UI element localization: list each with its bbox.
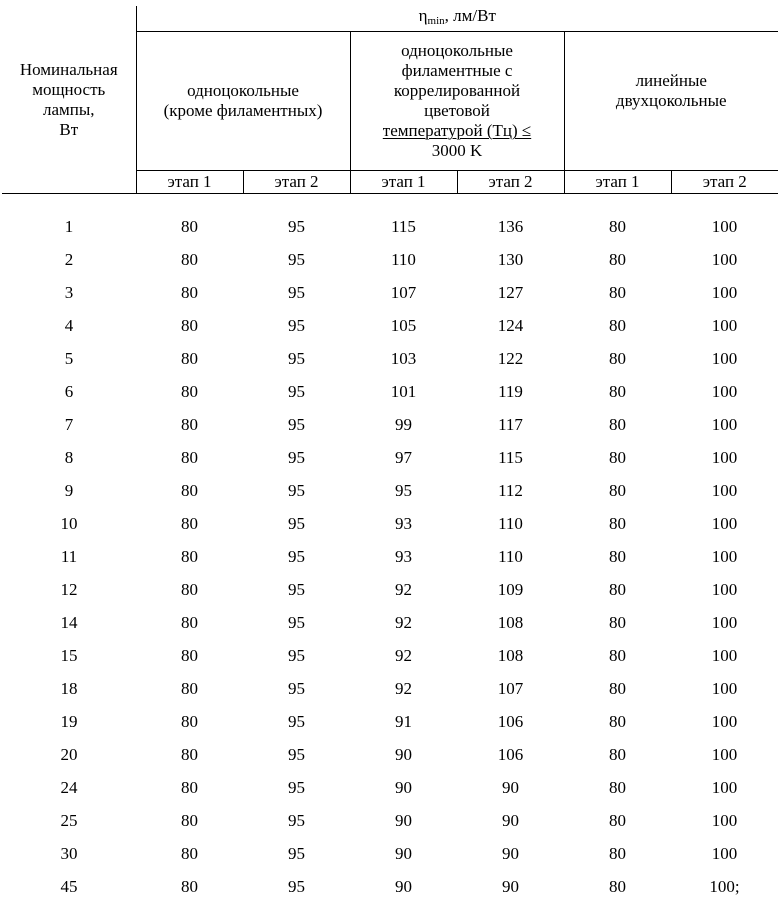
stage-header: этап 2 xyxy=(457,171,564,194)
stage1-linear-cell: 80 xyxy=(609,844,626,863)
stage2-linear-cell: 100 xyxy=(711,547,738,566)
table-row xyxy=(2,507,778,540)
stage1-filament-cell: 90 xyxy=(395,844,412,863)
stage1-filament-cell: 103 xyxy=(390,349,417,368)
stage2-linear-cell: 100 xyxy=(711,844,738,863)
stage2-filament-cell: 108 xyxy=(497,613,524,632)
stage1-filament-cell: 115 xyxy=(391,217,416,236)
stage2-filament-cell: 90 xyxy=(502,844,519,863)
stage1-linear-cell: 80 xyxy=(609,283,626,302)
stage-header: этап 2 xyxy=(243,171,350,194)
stage2-filament-cell: 90 xyxy=(502,877,519,896)
stage1-linear-cell: 80 xyxy=(609,217,626,236)
stage1-linear-cell: 80 xyxy=(609,349,626,368)
stage1-filament-cell: 107 xyxy=(390,283,417,302)
table-row xyxy=(2,243,778,276)
stage2-linear-cell: 100 xyxy=(711,514,738,533)
power-cell: 25 xyxy=(60,811,78,830)
stage1-single-cap-cell: 80 xyxy=(181,514,198,533)
efficiency-table xyxy=(2,6,778,903)
stage2-single-cap-cell: 95 xyxy=(288,316,305,335)
table-row xyxy=(2,672,778,705)
stage1-linear-cell: 80 xyxy=(609,613,626,632)
power-cell: 30 xyxy=(60,844,78,863)
stage1-filament-cell: 95 xyxy=(395,481,412,500)
power-cell: 2 xyxy=(64,250,74,269)
power-cell: 19 xyxy=(60,712,78,731)
stage1-single-cap-cell: 80 xyxy=(181,547,198,566)
stage2-linear-cell: 100; xyxy=(709,877,740,896)
group-single-cap: одноцокольные (кроме филаментных) xyxy=(136,32,350,171)
nominal-power-header xyxy=(2,6,136,194)
stage2-single-cap-cell: 95 xyxy=(288,481,305,500)
stage1-single-cap-cell: 80 xyxy=(181,778,198,797)
stage1-linear-cell: 80 xyxy=(609,679,626,698)
stage1-linear-cell: 80 xyxy=(609,580,626,599)
stage1-linear-cell: 80 xyxy=(609,877,626,896)
stage2-filament-cell: 106 xyxy=(497,745,524,764)
table-row xyxy=(2,573,778,606)
table-row xyxy=(2,408,778,441)
stage2-single-cap-cell: 95 xyxy=(288,877,305,896)
stage2-filament-cell: 127 xyxy=(497,283,524,302)
stage2-single-cap-cell: 95 xyxy=(288,580,305,599)
stage-header: этап 2 xyxy=(671,171,778,194)
stage1-filament-cell: 110 xyxy=(391,250,416,269)
stage2-filament-cell: 90 xyxy=(502,778,519,797)
stage2-linear-cell: 100 xyxy=(711,613,738,632)
table-row xyxy=(2,474,778,507)
stage1-single-cap-cell: 80 xyxy=(181,481,198,500)
stage1-single-cap-cell: 80 xyxy=(181,316,198,335)
stage-header: этап 1 xyxy=(564,171,671,194)
power-cell: 14 xyxy=(60,613,78,632)
stage1-linear-cell: 80 xyxy=(609,712,626,731)
stage2-filament-cell: 90 xyxy=(502,811,519,830)
stage2-filament-cell: 110 xyxy=(498,547,523,566)
power-cell: 15 xyxy=(60,646,78,665)
stage2-filament-cell: 108 xyxy=(497,646,524,665)
group-linear: линейные двухцокольные xyxy=(564,32,778,171)
stage2-single-cap-cell: 95 xyxy=(288,646,305,665)
table-row xyxy=(2,342,778,375)
stage2-filament-cell: 119 xyxy=(498,382,523,401)
stage2-linear-cell: 100 xyxy=(711,448,738,467)
stage2-single-cap-cell: 95 xyxy=(288,415,305,434)
stage2-linear-cell: 100 xyxy=(711,811,738,830)
power-cell: 3 xyxy=(64,283,74,302)
stage2-filament-cell: 112 xyxy=(498,481,523,500)
eta-symbol: η xyxy=(418,6,428,25)
stage2-linear-cell: 100 xyxy=(711,283,738,302)
stage1-single-cap-cell: 80 xyxy=(181,415,198,434)
stage2-filament-cell: 109 xyxy=(497,580,524,599)
stage2-linear-cell: 100 xyxy=(711,679,738,698)
stage1-linear-cell: 80 xyxy=(609,811,626,830)
stage1-single-cap-cell: 80 xyxy=(181,745,198,764)
stage2-linear-cell: 100 xyxy=(711,316,738,335)
table-row xyxy=(2,210,778,243)
stage1-single-cap-cell: 80 xyxy=(181,811,198,830)
stage2-linear-cell: 100 xyxy=(711,217,738,236)
stage2-linear-cell: 100 xyxy=(711,349,738,368)
eta-subscript: min xyxy=(427,15,445,27)
stage1-single-cap-cell: 80 xyxy=(181,646,198,665)
stage1-single-cap-cell: 80 xyxy=(181,679,198,698)
stage1-linear-cell: 80 xyxy=(609,250,626,269)
stage1-filament-cell: 93 xyxy=(395,514,412,533)
table-row xyxy=(2,771,778,804)
table-row xyxy=(2,606,778,639)
stage1-filament-cell: 92 xyxy=(395,580,412,599)
stage1-filament-cell: 101 xyxy=(390,382,417,401)
group-filament: одноцокольные филаментные с коррелированной цветовой температурой (Тц) ≤ 3000 K xyxy=(350,32,564,171)
table-row xyxy=(2,870,778,903)
stage1-linear-cell: 80 xyxy=(609,547,626,566)
stage2-single-cap-cell: 95 xyxy=(288,283,305,302)
stage2-filament-cell: 124 xyxy=(497,316,524,335)
power-cell: 11 xyxy=(60,547,78,566)
stage2-filament-cell: 115 xyxy=(498,448,523,467)
stage1-linear-cell: 80 xyxy=(609,316,626,335)
stage2-filament-cell: 136 xyxy=(497,217,524,236)
stage1-filament-cell: 91 xyxy=(395,712,412,731)
stage2-single-cap-cell: 95 xyxy=(288,613,305,632)
stage1-single-cap-cell: 80 xyxy=(181,877,198,896)
stage1-linear-cell: 80 xyxy=(609,382,626,401)
stage2-single-cap-cell: 95 xyxy=(288,778,305,797)
power-cell: 18 xyxy=(60,679,78,698)
stage1-filament-cell: 92 xyxy=(395,613,412,632)
stage1-filament-cell: 99 xyxy=(395,415,412,434)
stage1-linear-cell: 80 xyxy=(609,481,626,500)
stage2-filament-cell: 122 xyxy=(497,349,524,368)
stage2-single-cap-cell: 95 xyxy=(288,745,305,764)
power-cell: 6 xyxy=(64,382,74,401)
stage2-single-cap-cell: 95 xyxy=(288,514,305,533)
stage2-single-cap-cell: 95 xyxy=(288,547,305,566)
stage1-filament-cell: 93 xyxy=(395,547,412,566)
stage2-single-cap-cell: 95 xyxy=(288,844,305,863)
stage2-linear-cell: 100 xyxy=(711,646,738,665)
power-cell: 20 xyxy=(60,745,78,764)
table-row xyxy=(2,441,778,474)
stage1-filament-cell: 92 xyxy=(395,646,412,665)
power-cell: 1 xyxy=(64,217,74,236)
table-row xyxy=(2,804,778,837)
stage2-single-cap-cell: 95 xyxy=(288,448,305,467)
stage2-linear-cell: 100 xyxy=(711,250,738,269)
stage1-filament-cell: 90 xyxy=(395,811,412,830)
table-row xyxy=(2,738,778,771)
nominal-power-label: Номинальная мощность лампы, Вт xyxy=(19,59,118,139)
stage2-single-cap-cell: 95 xyxy=(288,382,305,401)
stage1-filament-cell: 90 xyxy=(395,745,412,764)
power-cell: 8 xyxy=(64,448,74,467)
table-row xyxy=(2,705,778,738)
stage1-linear-cell: 80 xyxy=(609,448,626,467)
stage2-filament-cell: 117 xyxy=(498,415,523,434)
stage1-filament-cell: 90 xyxy=(395,877,412,896)
stage2-linear-cell: 100 xyxy=(711,712,738,731)
table-row xyxy=(2,837,778,870)
table-body xyxy=(2,194,778,904)
stage1-filament-cell: 105 xyxy=(390,316,417,335)
stage2-filament-cell: 106 xyxy=(497,712,524,731)
stage-header: этап 1 xyxy=(350,171,457,194)
stage2-filament-cell: 130 xyxy=(497,250,524,269)
stage1-single-cap-cell: 80 xyxy=(181,580,198,599)
stage-header: этап 1 xyxy=(136,171,243,194)
stage2-single-cap-cell: 95 xyxy=(288,712,305,731)
stage1-linear-cell: 80 xyxy=(609,778,626,797)
power-cell: 7 xyxy=(64,415,74,434)
stage1-single-cap-cell: 80 xyxy=(181,613,198,632)
stage2-filament-cell: 107 xyxy=(497,679,524,698)
stage2-linear-cell: 100 xyxy=(711,745,738,764)
stage2-single-cap-cell: 95 xyxy=(288,811,305,830)
power-cell: 10 xyxy=(60,514,78,533)
power-cell: 24 xyxy=(60,778,78,797)
stage2-filament-cell: 110 xyxy=(498,514,523,533)
stage2-single-cap-cell: 95 xyxy=(288,250,305,269)
stage2-single-cap-cell: 95 xyxy=(288,217,305,236)
stage2-linear-cell: 100 xyxy=(711,481,738,500)
stage1-filament-cell: 92 xyxy=(395,679,412,698)
stage1-single-cap-cell: 80 xyxy=(181,382,198,401)
stage1-filament-cell: 97 xyxy=(395,448,412,467)
stage1-linear-cell: 80 xyxy=(609,646,626,665)
stage2-linear-cell: 100 xyxy=(711,778,738,797)
power-cell: 12 xyxy=(60,580,78,599)
stage1-single-cap-cell: 80 xyxy=(181,712,198,731)
stage1-linear-cell: 80 xyxy=(609,415,626,434)
stage2-single-cap-cell: 95 xyxy=(288,679,305,698)
power-cell: 45 xyxy=(60,877,78,896)
table-row xyxy=(2,540,778,573)
table-row xyxy=(2,309,778,342)
table-row xyxy=(2,276,778,309)
power-cell: 5 xyxy=(64,349,74,368)
power-cell: 9 xyxy=(64,481,74,500)
table-row xyxy=(2,639,778,672)
stage1-single-cap-cell: 80 xyxy=(181,283,198,302)
power-cell: 4 xyxy=(64,316,74,335)
stage1-single-cap-cell: 80 xyxy=(181,448,198,467)
efficiency-header xyxy=(136,6,778,32)
stage2-linear-cell: 100 xyxy=(711,382,738,401)
eta-unit: , лм/Вт xyxy=(444,6,496,25)
stage1-single-cap-cell: 80 xyxy=(181,844,198,863)
table-row xyxy=(2,375,778,408)
stage2-linear-cell: 100 xyxy=(711,415,738,434)
stage1-filament-cell: 90 xyxy=(395,778,412,797)
stage1-linear-cell: 80 xyxy=(609,745,626,764)
stage2-linear-cell: 100 xyxy=(711,580,738,599)
stage1-linear-cell: 80 xyxy=(609,514,626,533)
stage1-single-cap-cell: 80 xyxy=(181,250,198,269)
stage1-single-cap-cell: 80 xyxy=(181,217,198,236)
stage1-single-cap-cell: 80 xyxy=(181,349,198,368)
stage2-single-cap-cell: 95 xyxy=(288,349,305,368)
